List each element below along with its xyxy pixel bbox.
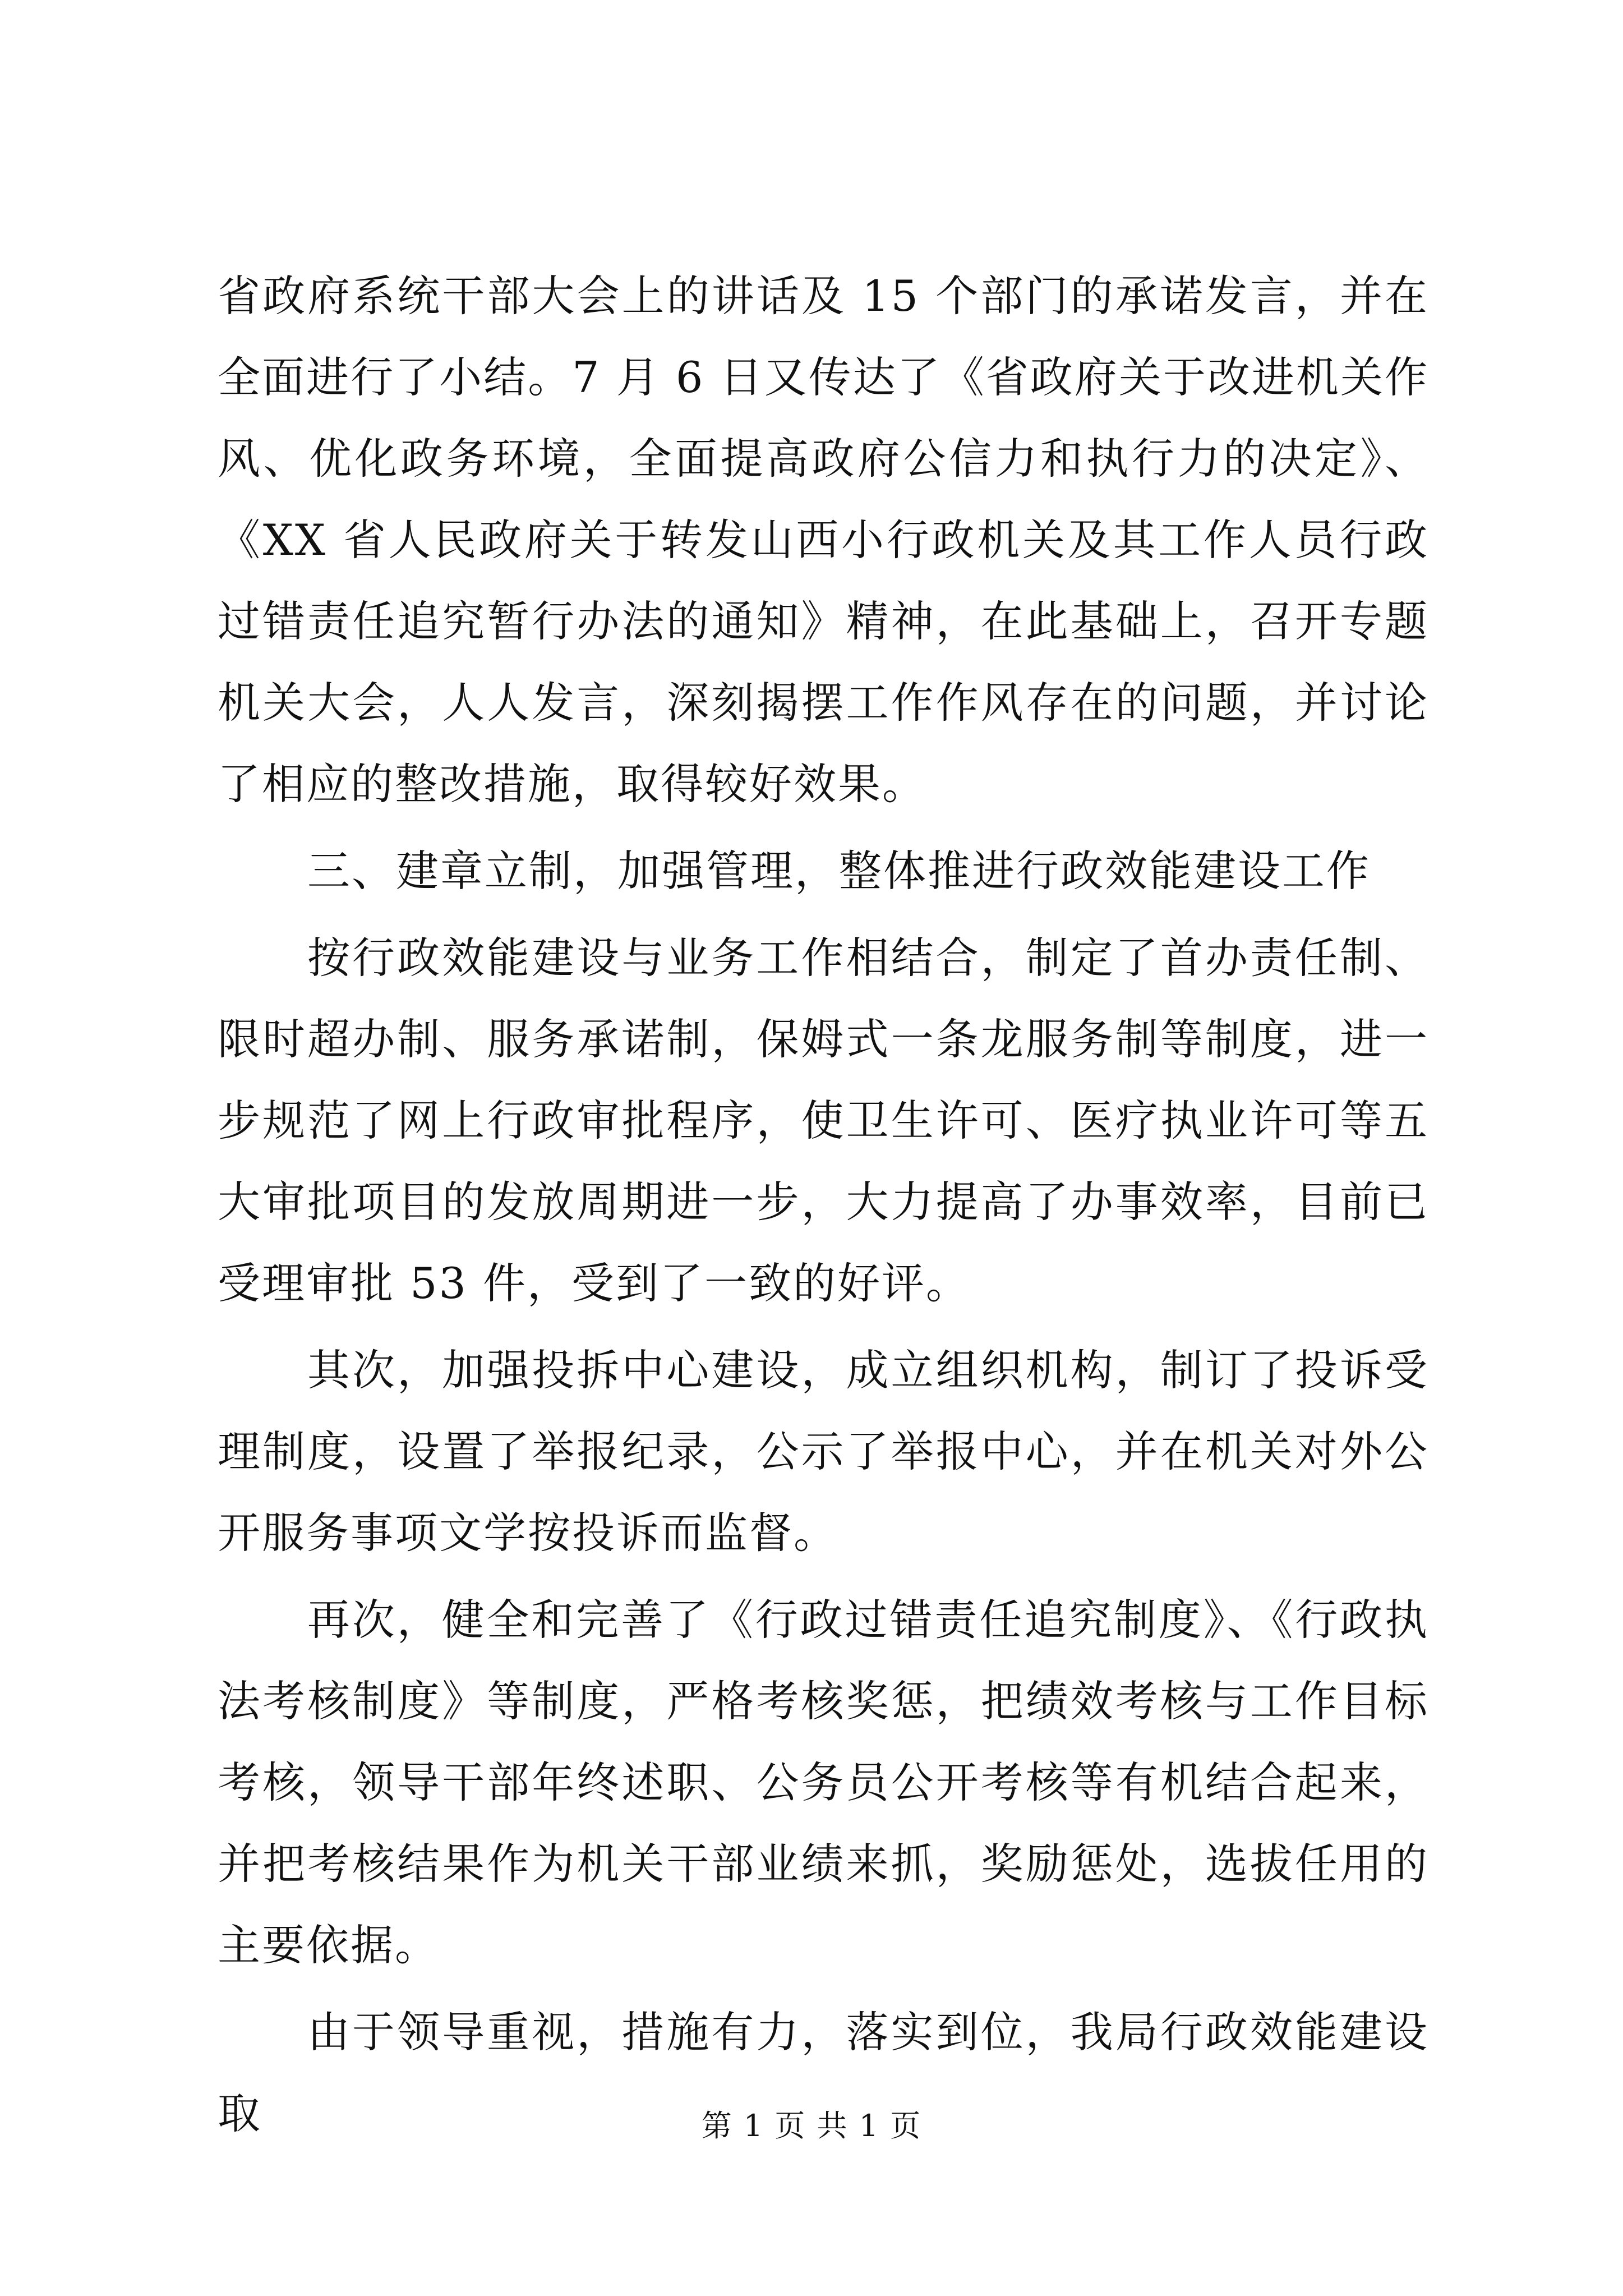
- paragraph-continuation: 省政府系统干部大会上的讲话及 15 个部门的承诺发言，并在全面进行了小结。7 月 6 日又传达了《省政府关于改进机关作风、优化政务环境，全面提高政府公信力和执行力的决定》、《XX 省人民政府关于转发山西小行政机关及其工作人员行政过错责任追究暂行办法的通知》精神，在此基础上，召开专题机关大会，人人发言，深刻揭摆工作作风存在的问题，并讨论了相应的整改措施，取得较好效果。: [218, 271, 1429, 809]
- page-number-footer: 第 1 页 共 1 页: [701, 2108, 922, 2143]
- paragraph-accountability: 再次，健全和完善了《行政过错责任追究制度》、《行政执法考核制度》等制度，严格考核奖惩，把绩效考核与工作目标考核，领导干部年终述职、公务员公开考核等有机结合起来，并把考核结果作为机关干部业绩来抓，奖励惩处，选拔任用的主要依据。: [218, 1595, 1429, 1970]
- document-body: [218, 255, 1429, 2154]
- paragraph-complaint-center: 其次，加强投拆中心建设，成立组织机构，制订了投诉受理制度，设置了举报纪录，公示了举报中心，并在机关对外公开服务事项文学按投诉而监督。: [218, 1345, 1429, 1558]
- section-heading-3: 三、建章立制，加强管理，整体推进行政效能建设工作: [307, 846, 1371, 896]
- paragraph-conclusion: 由于领导重视，措施有力，落实到位，我局行政效能建设取: [218, 2007, 1429, 2138]
- paragraph-measures: 按行政效能建设与业务工作相结合，制定了首办责任制、限时超办制、服务承诺制，保姆式一条龙服务制等制度，进一步规范了网上行政审批程序，使卫生许可、医疗执业许可等五大审批项目的发放周期进一步，大力提高了办事效率，目前已受理审批 53 件，受到了一致的好评。: [218, 933, 1429, 1308]
